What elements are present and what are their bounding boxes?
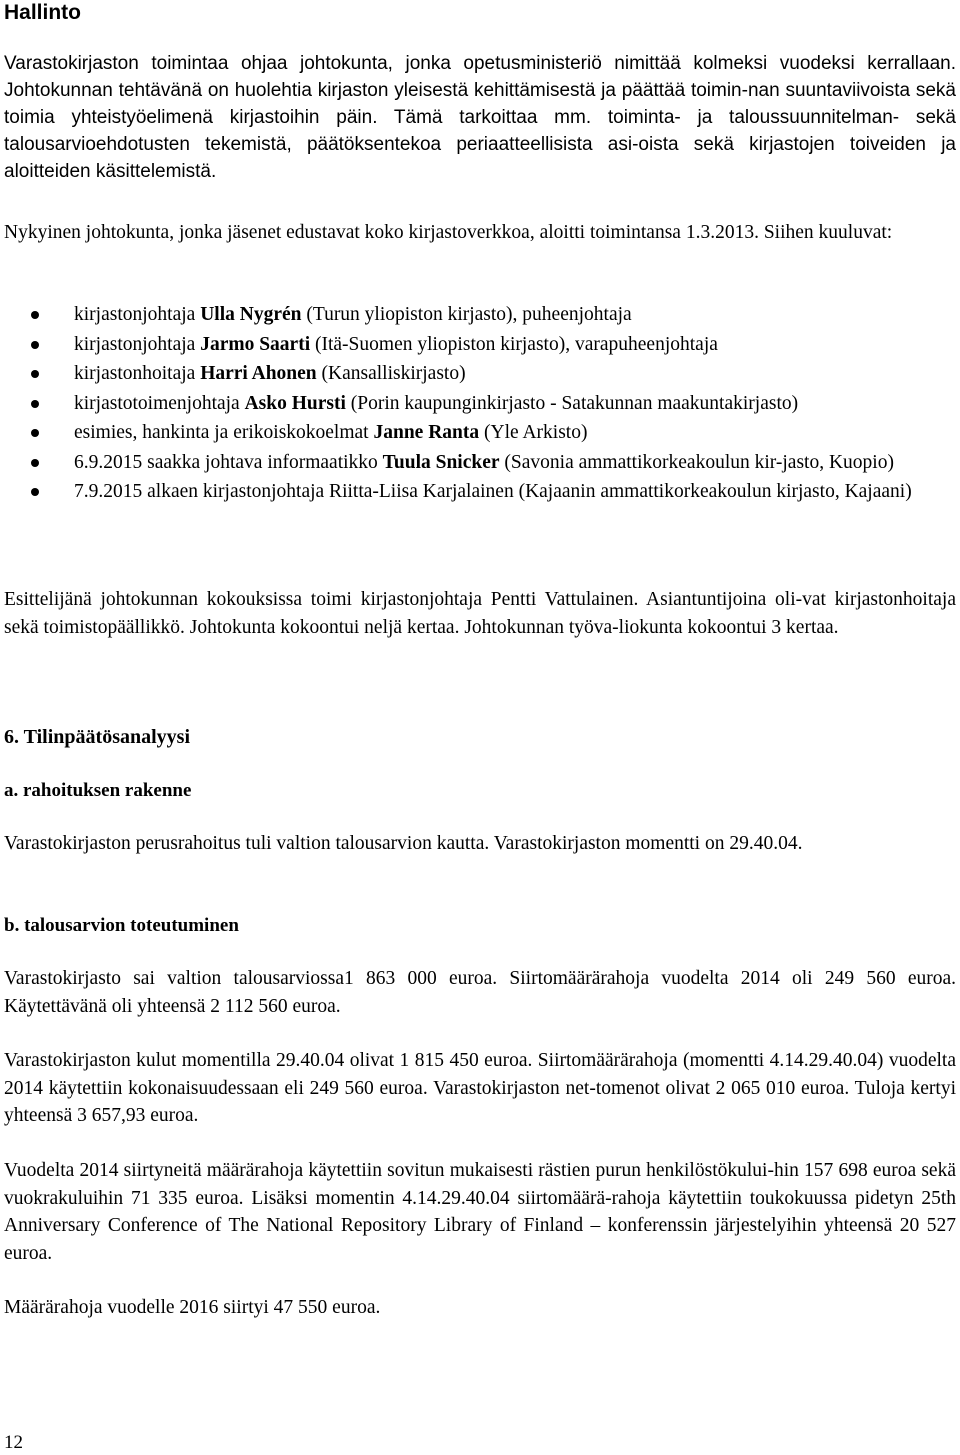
bullet-icon [31,459,39,467]
list-item [4,301,956,329]
member-affiliation: (Turun yliopiston kirjasto), puheenjohtaja [301,304,632,325]
member-role: kirjastonjohtaja [74,333,201,355]
member-affiliation: (Itä-Suomen yliopiston kirjasto), varapuheenjohtaja [310,333,718,355]
member-name: Tuula Snicker [382,451,500,473]
member-affiliation: (Savonia ammattikorkeakoulun kir-jasto, Kuopio) [499,451,894,473]
budget-paragraph-4: Määrärahoja vuodelle 2016 siirtyi 47 550 euroa. [4,1297,381,1318]
page-number: 12 [4,1432,23,1453]
budget-paragraph-2: Varastokirjaston kulut momentilla 29.40.04 olivat 1 815 450 euroa. Siirtomäärärahoja (momentti 4.14.29.40.04) vuodelta 2014 käytettiin kokonaisuudessaan eli 249 560 euroa. Varastokirjaston net-tomenot olivat 2 065 010 euroa. Tuloja kertyi yhteensä 3 657,93 euroa. [4,1050,956,1126]
presenter-paragraph: Esittelijänä johtokunnan kokouksissa toimi kirjastonjohtaja Pentti Vattulainen. Asiantuntijoina oli-vat kirjastonhoitaja sekä toimistopäällikkö. Johtokunta kokoontui neljä kertaa. Johtokunnan työva-liokunta kokoontui 3 kertaa. [4,589,956,638]
section-heading: Hallinto [4,1,81,24]
bullet-icon [31,311,39,319]
member-role: esimies, hankinta ja erikoiskokoelmat [74,422,374,443]
bullet-icon [31,429,39,437]
list-item [4,419,956,447]
board-intro-paragraph: Nykyinen johtokunta, jonka jäsenet edustavat koko kirjastoverkkoa, aloitti toimintansa 1.3.2013. Siihen kuuluvat: [4,222,893,243]
member-role: kirjastonhoitaja [74,363,201,384]
budget-paragraph-3: Vuodelta 2014 siirtyneitä määrärahoja käytettiin sovitun mukaisesti rästien purun henkilöstökului-hin 157 698 euroa sekä vuokrakuluihin 71 335 euroa. Lisäksi momentin 4.14.29.40.04 siirtomäärä-rahoja käytettiin toukokuussa pidetyn 25th Anniversary Conference of The National Repository Library of Finland – konferenssin järjestelyihin yhteensä 20 527 euroa. [4,1160,956,1264]
list-item [4,390,956,418]
member-role: 6.9.2015 saakka johtava informaatikko [74,451,383,473]
member-name: Harri Ahonen [200,363,317,384]
member-name: Asko Hursti [244,392,346,414]
bullet-icon [31,370,39,378]
member-name: Ulla Nygrén [200,304,302,325]
member-affiliation: (Yle Arkisto) [479,422,588,443]
bullet-icon [31,341,39,349]
list-item [4,360,956,388]
member-affiliation: (Porin kaupunginkirjasto - Satakunnan maakuntakirjasto) [345,392,799,414]
bullet-icon [31,400,39,408]
member-role: 7.9.2015 alkaen kirjastonjohtaja Riitta-Liisa Karjalainen (Kajaanin ammattikorkeakoulun kirjasto, Kajaani) [74,481,912,502]
member-name: Jarmo Saarti [200,333,311,355]
member-role: kirjastonjohtaja [74,304,201,325]
subsection-a-paragraph: Varastokirjaston perusrahoitus tuli valtion talousarvion kautta. Varastokirjaston momentti on 29.40.04. [4,833,803,854]
budget-paragraph-1: Varastokirjasto sai valtion talousarviossa1 863 000 euroa. Siirtomäärärahoja vuodelta 2014 oli 249 560 euroa. Käytettävänä oli yhteensä 2 112 560 euroa. [4,968,956,1017]
member-role: kirjastotoimenjohtaja [74,392,245,414]
list-item [4,449,956,477]
subsection-a-title: a. rahoituksen rakenne [4,780,192,801]
bullet-icon [31,488,39,496]
member-name: Janne Ranta [373,422,480,443]
list-item [4,478,956,506]
subsection-b-title: b. talousarvion toteutuminen [4,915,239,936]
list-item [4,331,956,359]
board-members-list [4,301,956,506]
section-6-title: 6. Tilinpäätösanalyysi [4,726,190,748]
intro-paragraph: Varastokirjaston toimintaa ohjaa johtokunta, jonka opetusministeriö nimittää kolmeksi vuodeksi kerrallaan. Johtokunnan tehtävänä on huolehtia kirjaston yleisestä kehittämisestä ja päättää toimin-nan suuntaviivoista sekä toimia yhteistyöelimenä kirjastoihin päin. Tämä tarkoittaa mm. toiminta- ja taloussuunnitelman- sekä talousarvioehdotusten tekemistä, päätöksentekoa periaatteellisista asi-oista sekä kirjastojen toiveiden ja aloitteiden käsittelemistä. [4,53,956,182]
member-affiliation: (Kansalliskirjasto) [316,363,466,384]
